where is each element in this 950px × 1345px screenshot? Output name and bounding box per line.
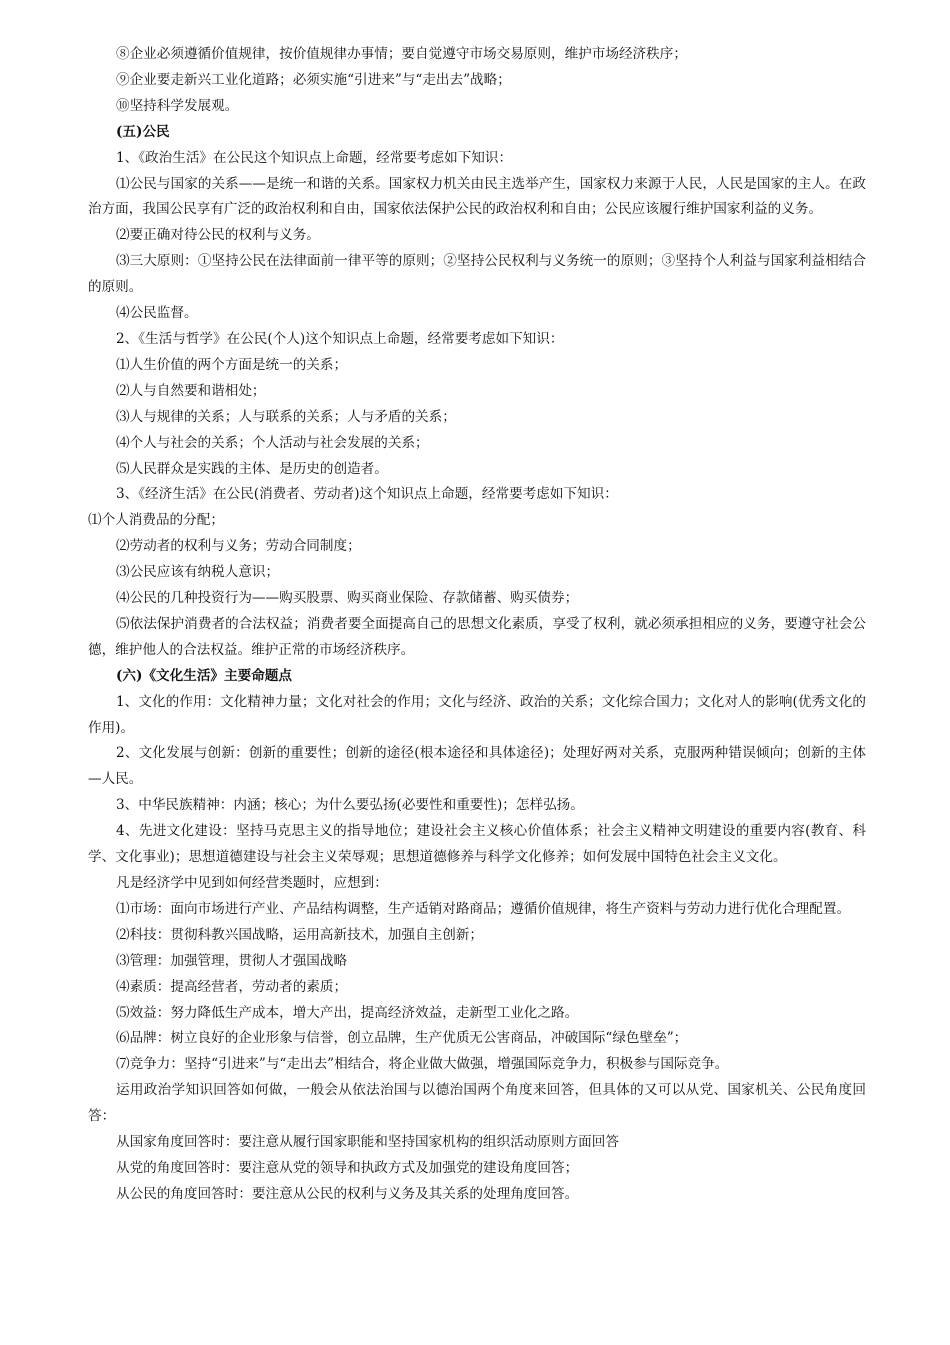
section-heading: (六)《文化生活》主要命题点 bbox=[116, 667, 292, 684]
paragraph: 从公民的角度回答时：要注意从公民的权利与义务及其关系的处理角度回答。 bbox=[116, 1185, 579, 1202]
paragraph: ⑸效益：努力降低生产成本，增大产出，提高经济效益，走新型工业化之路。 bbox=[116, 1004, 579, 1021]
paragraph: ⑷素质：提高经营者，劳动者的素质； bbox=[116, 978, 348, 995]
paragraph: ⑴公民与国家的关系——是统一和谐的关系。国家权力机关由民主选举产生，国家权力来源于人民，人民是国家的主人。在政治方面，我国公民享有广泛的政治权利和自由，国家依法保护公民的政治权利和自由；公民应该履行维护国家利益的义务。 bbox=[88, 175, 866, 218]
paragraph: ⑵科技：贯彻科教兴国战略，运用高新技术，加强自主创新； bbox=[116, 926, 484, 943]
paragraph: 4、先进文化建设：坚持马克思主义的指导地位；建设社会主义核心价值体系；社会主义精神文明建设的重要内容(教育、科学、文化事业)；思想道德建设与社会主义荣辱观；思想道德修养与科学文化修养；如何发展中国特色社会主义文化。 bbox=[88, 823, 866, 866]
paragraph: ⑷公民监督。 bbox=[116, 305, 198, 322]
paragraph: ⑹品牌：树立良好的企业形象与信誉，创立品牌，生产优质无公害商品，冲破国际“绿色壁垒”； bbox=[116, 1030, 688, 1047]
paragraph: ⑸依法保护消费者的合法权益；消费者要全面提高自己的思想文化素质，享受了权利，就必须承担相应的义务，要遵守社会公德，维护他人的合法权益。维护正常的市场经济秩序。 bbox=[88, 615, 866, 658]
paragraph: ⑷个人与社会的关系；个人活动与社会发展的关系； bbox=[116, 434, 429, 451]
paragraph: 从国家角度回答时：要注意从履行国家职能和坚持国家机构的组织活动原则方面回答 bbox=[116, 1134, 619, 1151]
paragraph: ⑶公民应该有纳税人意识； bbox=[116, 564, 280, 581]
paragraph: ⑧企业必须遵循价值规律，按价值规律办事情；要自觉遵守市场交易原则，维护市场经济秩序； bbox=[116, 46, 687, 62]
paragraph: ⑷公民的几种投资行为——购买股票、购买商业保险、存款储蓄、购买债券； bbox=[116, 590, 579, 607]
paragraph: ⑺竞争力：坚持“引进来”与“走出去”相结合，将企业做大做强，增强国际竞争力，积极参与国际竞争。 bbox=[116, 1056, 729, 1073]
paragraph: 1、《政治生活》在公民这个知识点上命题，经常要考虑如下知识： bbox=[116, 149, 513, 166]
paragraph: ⑴个人消费品的分配； bbox=[88, 512, 224, 529]
paragraph: ⑨企业要走新兴工业化道路；必须实施“引进来”与“走出去”战略； bbox=[116, 71, 511, 88]
paragraph: ⑶人与规律的关系；人与联系的关系；人与矛盾的关系； bbox=[116, 408, 456, 425]
paragraph: 凡是经济学中见到如何经营类题时，应想到： bbox=[116, 875, 388, 891]
paragraph: ⑩坚持科学发展观。 bbox=[116, 97, 239, 114]
paragraph: 1、文化的作用：文化精神力量；文化对社会的作用；文化与经济、政治的关系；文化综合国力；文化对人的影响(优秀文化的作用)。 bbox=[88, 693, 866, 736]
paragraph: 2、文化发展与创新：创新的重要性；创新的途径(根本途径和具体途径)；处理好两对关系，克服两种错误倾向；创新的主体—人民。 bbox=[88, 745, 866, 788]
paragraph: ⑵劳动者的权利与义务；劳动合同制度； bbox=[116, 538, 361, 555]
paragraph: ⑴市场：面向市场进行产业、产品结构调整，生产适销对路商品；遵循价值规律，将生产资料与劳动力进行优化合理配置。 bbox=[116, 900, 851, 917]
paragraph: ⑶三大原则：①坚持公民在法律面前一律平等的原则；②坚持公民权利与义务统一的原则；③坚持个人利益与国家利益相结合的原则。 bbox=[88, 253, 866, 296]
paragraph: 3、中华民族精神：内涵；核心；为什么要弘扬(必要性和重要性)；怎样弘扬。 bbox=[116, 797, 584, 814]
paragraph: 3、《经济生活》在公民(消费者、劳动者)这个知识点上命题，经常要考虑如下知识： bbox=[116, 486, 618, 503]
paragraph: ⑵要正确对待公民的权利与义务。 bbox=[116, 227, 320, 244]
section-heading: (五)公民 bbox=[116, 123, 170, 140]
paragraph: ⑴人生价值的两个方面是统一的关系； bbox=[116, 356, 348, 373]
paragraph: ⑸人民群众是实践的主体、是历史的创造者。 bbox=[116, 460, 388, 477]
paragraph: ⑶管理：加强管理，贯彻人才强国战略 bbox=[116, 952, 348, 969]
paragraph: ⑵人与自然要和谐相处； bbox=[116, 382, 266, 399]
paragraph: 运用政治学知识回答如何做，一般会从依法治国与以德治国两个角度来回答，但具体的又可以从党、国家机关、公民角度回答： bbox=[88, 1082, 866, 1125]
paragraph: 从党的角度回答时：要注意从党的领导和执政方式及加强党的建设角度回答； bbox=[116, 1159, 579, 1176]
document-body bbox=[88, 42, 866, 1208]
paragraph: 2、《生活与哲学》在公民(个人)这个知识点上命题，经常要考虑如下知识： bbox=[116, 330, 564, 347]
